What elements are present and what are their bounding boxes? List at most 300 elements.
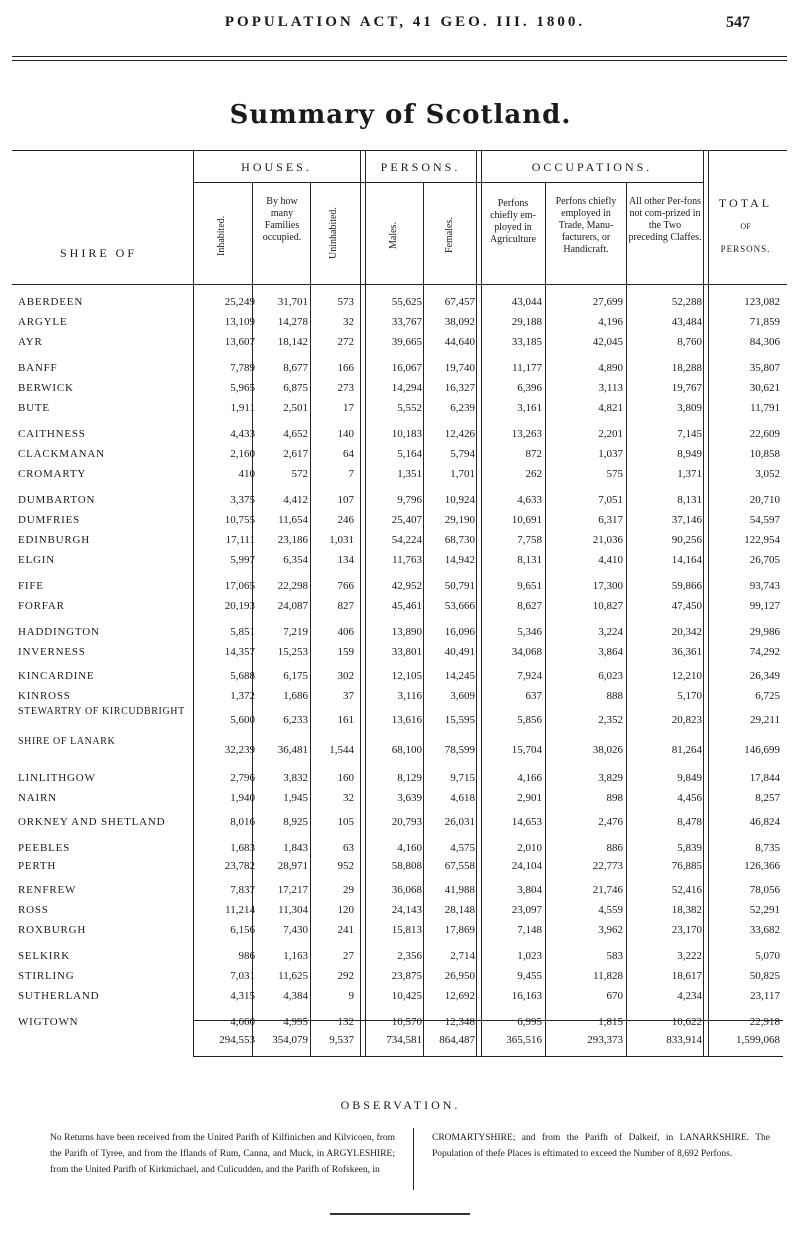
cell-fam: 18,142	[277, 336, 308, 348]
cell-male: 5,164	[397, 448, 422, 460]
total-inh: 294,553	[219, 1034, 255, 1046]
cell-total: 17,844	[749, 772, 780, 784]
cell-total: 3,052	[755, 468, 780, 480]
shire-name: AYR	[18, 336, 43, 348]
page-title: Summary of Scotland.	[229, 100, 572, 130]
cell-trade: 670	[606, 990, 623, 1002]
cell-unin: 140	[337, 428, 354, 440]
cell-other: 47,450	[671, 600, 702, 612]
cell-agr: 4,166	[517, 772, 542, 784]
shire-name: KINROSS	[18, 690, 71, 702]
cell-trade: 17,300	[592, 580, 623, 592]
cell-male: 20,793	[391, 816, 422, 828]
cell-fam: 3,832	[283, 772, 308, 784]
table-row	[18, 532, 783, 550]
cell-trade: 2,201	[598, 428, 623, 440]
cell-fem: 38,092	[444, 316, 475, 328]
shire-name: BERWICK	[18, 382, 74, 394]
cell-inh: 25,249	[224, 296, 255, 308]
cell-other: 8,760	[677, 336, 702, 348]
total-fam: 354,079	[272, 1034, 308, 1046]
tailpiece-ornament	[330, 1213, 470, 1215]
shire-name: ELGIN	[18, 554, 55, 566]
table-row	[18, 1014, 783, 1032]
cell-agr: 14,653	[511, 816, 542, 828]
cell-fam: 11,625	[278, 970, 308, 982]
cell-unin: 273	[337, 382, 354, 394]
cell-other: 52,288	[671, 296, 702, 308]
cell-other: 14,164	[671, 554, 702, 566]
cell-agr: 33,185	[511, 336, 542, 348]
cell-trade: 4,890	[598, 362, 623, 374]
cell-agr: 34,068	[511, 646, 542, 658]
cell-fam: 1,843	[283, 842, 308, 854]
cell-male: 39,665	[391, 336, 422, 348]
cell-trade: 4,821	[598, 402, 623, 414]
cell-other: 9,849	[677, 772, 702, 784]
cell-fam: 2,501	[283, 402, 308, 414]
cell-total: 52,291	[749, 904, 780, 916]
cell-other: 18,288	[671, 362, 702, 374]
cell-fem: 15,595	[444, 714, 475, 726]
cell-total: 122,954	[744, 534, 780, 546]
cell-unin: 32	[343, 792, 354, 804]
shire-name: FIFE	[18, 580, 44, 592]
cell-total: 20,710	[749, 494, 780, 506]
cell-trade: 3,829	[598, 772, 623, 784]
cell-fam: 2,617	[283, 448, 308, 460]
cell-fam: 572	[291, 468, 308, 480]
cell-trade: 4,410	[598, 554, 623, 566]
cell-male: 54,224	[391, 534, 422, 546]
cell-unin: 302	[337, 670, 354, 682]
cell-fem: 28,148	[444, 904, 475, 916]
cell-unin: 241	[337, 924, 354, 936]
cell-trade: 27,699	[592, 296, 623, 308]
table-row	[18, 492, 783, 510]
cell-total: 26,349	[749, 670, 780, 682]
cell-agr: 3,804	[517, 884, 542, 896]
cell-trade: 21,746	[592, 884, 623, 896]
cell-total: 50,825	[749, 970, 780, 982]
cell-other: 4,234	[677, 990, 702, 1002]
cell-unin: 9	[348, 990, 354, 1002]
observation-left: No Returns have been received from the United Parifh of Kilfinichen and Kilvicoen, from the Parifh of Tyree, and from the Iflands of Rum, Canna, and Muck, in ARGYLESHIRE; from the United Parifh of Kirkmichael, and Culicudden, and the Parifh of Rofskeen, in	[50, 1133, 395, 1175]
shire-name: SELKIRK	[18, 950, 71, 962]
shire-name: CAITHNESS	[18, 428, 86, 440]
total-male: 734,581	[386, 1034, 422, 1046]
cell-agr: 7,924	[517, 670, 542, 682]
cell-agr: 7,758	[517, 534, 542, 546]
cell-unin: 134	[337, 554, 354, 566]
observation-title: OBSERVATION.	[340, 1098, 461, 1112]
total-unin: 9,537	[329, 1034, 354, 1046]
cell-unin: 37	[343, 690, 354, 702]
cell-total: 84,306	[749, 336, 780, 348]
cell-inh: 14,357	[224, 646, 255, 658]
cell-fem: 68,730	[444, 534, 475, 546]
cell-inh: 410	[238, 468, 255, 480]
shire-name: STIRLING	[18, 970, 75, 982]
cell-fem: 14,245	[444, 670, 475, 682]
cell-other: 52,416	[671, 884, 702, 896]
cell-total: 99,127	[749, 600, 780, 612]
cell-unin: 27	[343, 950, 354, 962]
shire-name: ROXBURGH	[18, 924, 87, 936]
cell-fem: 16,327	[444, 382, 475, 394]
cell-unin: 160	[337, 772, 354, 784]
shire-name: PERTH	[18, 860, 57, 872]
cell-inh: 1,372	[230, 690, 255, 702]
cell-agr: 9,455	[517, 970, 542, 982]
cell-fem: 3,609	[450, 690, 475, 702]
cell-inh: 5,600	[230, 714, 255, 726]
cell-fam: 8,925	[283, 816, 308, 828]
cell-other: 36,361	[671, 646, 702, 658]
cell-fam: 4,995	[283, 1016, 308, 1028]
cell-unin: 406	[337, 626, 354, 638]
cell-agr: 637	[525, 690, 542, 702]
table-row	[18, 466, 783, 484]
cell-male: 55,625	[391, 296, 422, 308]
cell-fem: 2,714	[450, 950, 475, 962]
table-row	[18, 380, 783, 398]
table-bottom-rule	[193, 1056, 783, 1057]
cell-other: 20,823	[671, 714, 702, 726]
cell-agr: 2,901	[517, 792, 542, 804]
group-persons: PERSONS.	[380, 160, 461, 174]
cell-trade: 3,864	[598, 646, 623, 658]
cell-inh: 4,433	[230, 428, 255, 440]
cell-fem: 12,426	[444, 428, 475, 440]
shire-name: ROSS	[18, 904, 49, 916]
cell-fem: 1,701	[450, 468, 475, 480]
cell-trade: 42,045	[592, 336, 623, 348]
col-inhabited: Inhabited.	[216, 215, 227, 256]
group-houses: HOUSES.	[241, 160, 312, 174]
cell-other: 5,839	[677, 842, 702, 854]
cell-total: 8,735	[755, 842, 780, 854]
cell-unin: 105	[337, 816, 354, 828]
cell-total: 22,609	[749, 428, 780, 440]
cell-total: 26,705	[749, 554, 780, 566]
cell-agr: 6,995	[517, 1016, 542, 1028]
cell-trade: 6,023	[598, 670, 623, 682]
total-other: 833,914	[666, 1034, 702, 1046]
cell-unin: 161	[337, 714, 354, 726]
cell-male: 14,294	[391, 382, 422, 394]
col-families: By how many Families occupied.	[262, 196, 302, 243]
cell-fem: 41,988	[444, 884, 475, 896]
cell-other: 12,210	[671, 670, 702, 682]
cell-trade: 22,773	[592, 860, 623, 872]
table-row	[18, 688, 783, 706]
cell-agr: 6,396	[517, 382, 542, 394]
shire-name: CROMARTY	[18, 468, 87, 480]
cell-trade: 10,827	[592, 600, 623, 612]
observation-right: CROMARTYSHIRE; and from the Parifh of Dalkeif, in LANARKSHIRE. The Population of thefe Places is eftimated to exceed the Number of 8,692 Perfons.	[432, 1133, 770, 1159]
col-agriculture: Perfons chiefly em-ployed in Agriculture	[489, 198, 537, 245]
cell-fem: 12,692	[444, 990, 475, 1002]
cell-agr: 15,704	[511, 744, 542, 756]
total-trade: 293,373	[587, 1034, 623, 1046]
table-row	[18, 736, 783, 760]
col-males: Males.	[388, 222, 399, 249]
table-row	[18, 840, 783, 858]
total-agr: 365,516	[506, 1034, 542, 1046]
cell-unin: 7	[348, 468, 354, 480]
cell-unin: 766	[337, 580, 354, 592]
page-number: 547	[726, 14, 750, 31]
cell-male: 11,763	[392, 554, 422, 566]
cell-inh: 2,160	[230, 448, 255, 460]
shire-name: BUTE	[18, 402, 50, 414]
cell-total: 11,791	[750, 402, 780, 414]
cell-male: 24,143	[391, 904, 422, 916]
cell-agr: 43,044	[511, 296, 542, 308]
cell-other: 18,617	[671, 970, 702, 982]
cell-fem: 6,239	[450, 402, 475, 414]
cell-fem: 50,791	[444, 580, 475, 592]
cell-fam: 11,304	[278, 904, 308, 916]
cell-other: 8,131	[677, 494, 702, 506]
shire-name: NAIRN	[18, 792, 57, 804]
cell-male: 4,160	[397, 842, 422, 854]
cell-other: 10,622	[671, 1016, 702, 1028]
cell-agr: 4,633	[517, 494, 542, 506]
cell-fam: 8,677	[283, 362, 308, 374]
table-row	[18, 334, 783, 352]
cell-fem: 10,924	[444, 494, 475, 506]
cell-inh: 23,782	[224, 860, 255, 872]
cell-trade: 3,113	[598, 382, 623, 394]
table-row	[18, 578, 783, 596]
cell-unin: 64	[343, 448, 354, 460]
cell-fam: 6,175	[283, 670, 308, 682]
cell-total: 23,117	[750, 990, 780, 1002]
cell-male: 3,639	[397, 792, 422, 804]
cell-agr: 3,161	[517, 402, 542, 414]
cell-male: 13,890	[391, 626, 422, 638]
cell-inh: 986	[238, 950, 255, 962]
cell-inh: 10,755	[224, 514, 255, 526]
cell-other: 37,146	[671, 514, 702, 526]
cell-male: 45,461	[391, 600, 422, 612]
cell-total: 71,859	[749, 316, 780, 328]
shire-name: FORFAR	[18, 600, 65, 612]
cell-total: 29,211	[750, 714, 780, 726]
table-row	[18, 624, 783, 642]
cell-inh: 8,016	[230, 816, 255, 828]
cell-trade: 3,962	[598, 924, 623, 936]
cell-agr: 2,010	[517, 842, 542, 854]
cell-fam: 7,430	[283, 924, 308, 936]
table-row	[18, 858, 783, 876]
cell-inh: 20,193	[224, 600, 255, 612]
cell-agr: 13,263	[511, 428, 542, 440]
shire-name: KINCARDINE	[18, 670, 95, 682]
cell-other: 3,222	[677, 950, 702, 962]
shire-name: STEWARTRY OF KIRCUDBRIGHT	[18, 706, 185, 717]
cell-other: 59,866	[671, 580, 702, 592]
cell-male: 2,356	[397, 950, 422, 962]
cell-male: 36,068	[391, 884, 422, 896]
shire-name: DUMBARTON	[18, 494, 96, 506]
cell-agr: 5,346	[517, 626, 542, 638]
cell-total: 22,918	[749, 1016, 780, 1028]
cell-other: 43,484	[671, 316, 702, 328]
cell-total: 6,725	[755, 690, 780, 702]
cell-fem: 29,190	[444, 514, 475, 526]
cell-inh: 7,837	[230, 884, 255, 896]
cell-fem: 17,869	[444, 924, 475, 936]
table-row	[18, 790, 783, 808]
cell-unin: 32	[343, 316, 354, 328]
cell-fem: 9,715	[450, 772, 475, 784]
cell-male: 16,067	[391, 362, 422, 374]
cell-inh: 5,997	[230, 554, 255, 566]
shire-name: CLACKMANAN	[18, 448, 105, 460]
cell-trade: 898	[606, 792, 623, 804]
cell-fam: 6,233	[283, 714, 308, 726]
cell-inh: 17,111	[225, 534, 255, 546]
cell-unin: 29	[343, 884, 354, 896]
cell-inh: 5,688	[230, 670, 255, 682]
cell-fam: 36,481	[277, 744, 308, 756]
cell-fem: 78,599	[444, 744, 475, 756]
cell-fem: 4,618	[450, 792, 475, 804]
shire-name: PEEBLES	[18, 842, 71, 854]
cell-agr: 10,691	[511, 514, 542, 526]
cell-male: 68,100	[391, 744, 422, 756]
cell-male: 25,407	[391, 514, 422, 526]
table-row	[18, 294, 783, 312]
cell-male: 3,116	[397, 690, 422, 702]
table-row	[18, 598, 783, 616]
cell-total: 54,597	[749, 514, 780, 526]
col-total-top: TOTAL	[718, 196, 773, 210]
cell-unin: 246	[337, 514, 354, 526]
header-bottom-rule	[12, 284, 787, 285]
cell-other: 8,949	[677, 448, 702, 460]
cell-fam: 14,278	[277, 316, 308, 328]
totals-row-cells	[18, 1032, 783, 1050]
cell-unin: 17	[343, 402, 354, 414]
cell-other: 7,145	[677, 428, 702, 440]
cell-inh: 4,660	[230, 1016, 255, 1028]
cell-trade: 886	[606, 842, 623, 854]
cell-unin: 1,544	[329, 744, 354, 756]
header-rule	[12, 56, 787, 57]
cell-inh: 5,965	[230, 382, 255, 394]
cell-fam: 11,654	[278, 514, 308, 526]
cell-inh: 1,940	[230, 792, 255, 804]
shire-name: WIGTOWN	[18, 1016, 79, 1028]
cell-other: 1,371	[677, 468, 702, 480]
cell-other: 19,767	[671, 382, 702, 394]
cell-unin: 159	[337, 646, 354, 658]
cell-fam: 24,087	[277, 600, 308, 612]
cell-trade: 3,224	[598, 626, 623, 638]
cell-inh: 4,315	[230, 990, 255, 1002]
shire-name: LINLITHGOW	[18, 772, 96, 784]
shire-name: BANFF	[18, 362, 58, 374]
cell-fem: 26,950	[444, 970, 475, 982]
table-row	[18, 552, 783, 570]
col-total-bot: PERSONS.	[720, 244, 771, 254]
col-total-mid: OF	[740, 222, 751, 231]
cell-unin: 573	[337, 296, 354, 308]
cell-other: 3,809	[677, 402, 702, 414]
cell-fem: 67,457	[444, 296, 475, 308]
shire-name: EDINBURGH	[18, 534, 90, 546]
shire-name: INVERNESS	[18, 646, 86, 658]
shire-name: HADDINGTON	[18, 626, 100, 638]
cell-inh: 7,789	[230, 362, 255, 374]
cell-fem: 12,348	[444, 1016, 475, 1028]
table-row	[18, 446, 783, 464]
cell-fam: 4,384	[283, 990, 308, 1002]
cell-fam: 4,652	[283, 428, 308, 440]
cell-inh: 5,851	[230, 626, 255, 638]
cell-male: 13,616	[391, 714, 422, 726]
group-occupations: OCCUPATIONS.	[531, 160, 653, 174]
shire-header: SHIRE OF	[60, 246, 138, 260]
cell-other: 8,478	[677, 816, 702, 828]
cell-other: 76,885	[671, 860, 702, 872]
cell-male: 8,129	[397, 772, 422, 784]
cell-male: 23,875	[391, 970, 422, 982]
cell-trade: 7,051	[598, 494, 623, 506]
cell-fem: 16,096	[444, 626, 475, 638]
cell-male: 1,351	[397, 468, 422, 480]
cell-inh: 32,239	[224, 744, 255, 756]
cell-trade: 6,317	[598, 514, 623, 526]
header-rule-2	[12, 60, 787, 61]
table-row	[18, 988, 783, 1006]
cell-agr: 1,023	[517, 950, 542, 962]
cell-fam: 22,298	[277, 580, 308, 592]
cell-trade: 4,559	[598, 904, 623, 916]
running-head: POPULATION ACT, 41 GEO. III. 1800.	[224, 14, 586, 30]
total-total: 1,599,068	[736, 1034, 780, 1046]
cell-fam: 17,217	[277, 884, 308, 896]
table-row	[18, 400, 783, 418]
cell-inh: 1,683	[230, 842, 255, 854]
shire-name: SUTHERLAND	[18, 990, 100, 1002]
cell-unin: 952	[337, 860, 354, 872]
cell-trade: 1,037	[598, 448, 623, 460]
table-row	[18, 668, 783, 686]
cell-male: 10,425	[391, 990, 422, 1002]
cell-other: 4,456	[677, 792, 702, 804]
cell-inh: 2,796	[230, 772, 255, 784]
table-row	[18, 512, 783, 530]
table-row	[18, 814, 783, 832]
cell-unin: 132	[337, 1016, 354, 1028]
cell-other: 5,170	[677, 690, 702, 702]
table-row	[18, 902, 783, 920]
cell-total: 126,366	[744, 860, 780, 872]
cell-male: 5,552	[397, 402, 422, 414]
cell-inh: 17,065	[224, 580, 255, 592]
shire-name: SHIRE OF LANARK	[18, 736, 116, 747]
cell-other: 23,170	[671, 924, 702, 936]
cell-inh: 11,214	[225, 904, 255, 916]
cell-unin: 107	[337, 494, 354, 506]
cell-male: 33,801	[391, 646, 422, 658]
total-fem: 864,487	[439, 1034, 475, 1046]
